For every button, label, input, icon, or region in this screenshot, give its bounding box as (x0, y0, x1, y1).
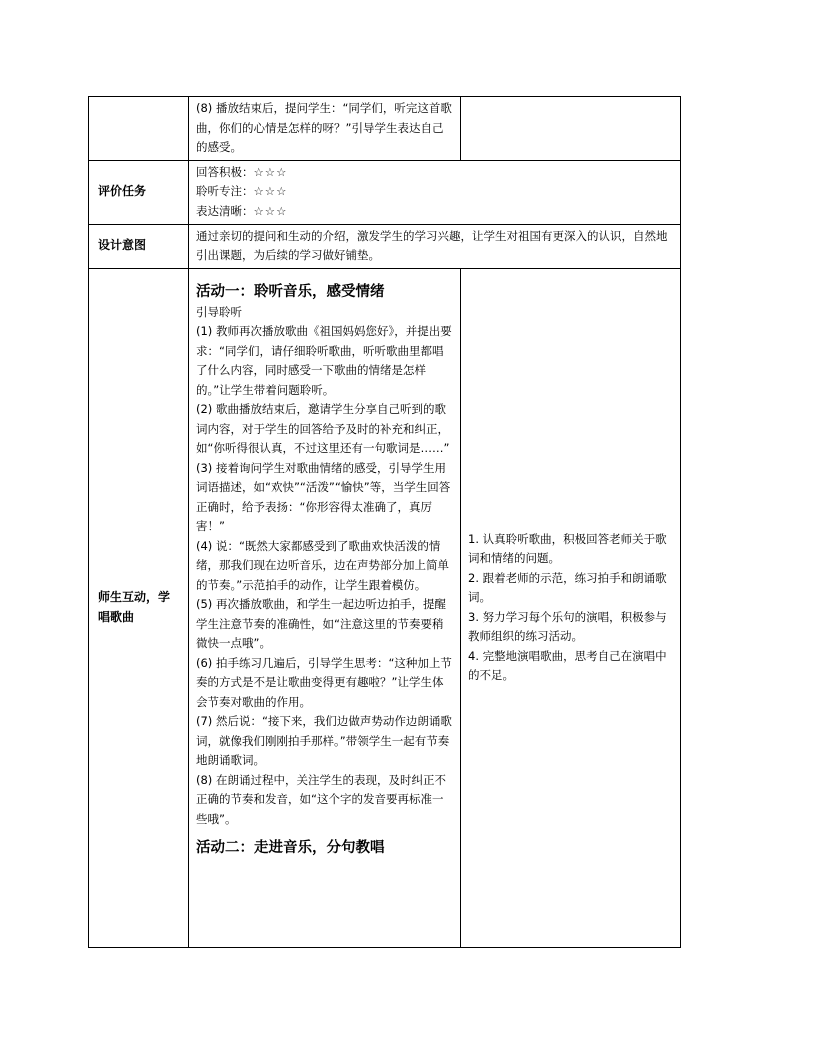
student-activity-cell (461, 268, 681, 947)
row-label-empty (89, 97, 189, 161)
lesson-plan-table (88, 96, 681, 948)
step-text: (5) 再次播放歌曲，和学生一起边听边拍手，提醒学生注意节奏的准确性，如“注意这里的节奏要稍微快一点哦”。 (196, 597, 446, 650)
step-text: (1) 教师再次播放歌曲《祖国妈妈您好》，并提出要求：“同学们，请仔细聆听歌曲，听听歌曲里都唱了什么内容，同时感受一下歌曲的情绪是怎样的。”让学生带着问题聆听。 (196, 324, 452, 397)
evaluation-item (196, 182, 673, 202)
row-label-design-intent: 设计意图 (89, 224, 189, 268)
activity-one-title: 活动一：聆听音乐，感受情绪 (196, 282, 385, 300)
teacher-activity-cell (189, 268, 461, 947)
star-rating: ☆☆☆ (253, 164, 288, 179)
student-item: 1. 认真聆听歌曲，积极回答老师关于歌词和情绪的问题。 (468, 531, 667, 565)
evaluation-item-name: 聆听专注： (196, 184, 254, 198)
student-activity-cell (461, 97, 681, 161)
star-rating: ☆☆☆ (253, 184, 288, 198)
teacher-activity-cell (189, 97, 461, 161)
row-label-evaluation: 评价任务 (89, 160, 189, 224)
step-text: (8) 在朗诵过程中，关注学生的表现，及时纠正不正确的节奏和发音，如“这个字的发音要再标准一些哦”。 (196, 772, 446, 826)
student-item: 3. 努力学习每个乐句的演唱，积极参与教师组织的练习活动。 (468, 609, 667, 643)
evaluation-item (196, 202, 673, 222)
star-rating: ☆☆☆ (253, 203, 288, 218)
step-text: (2) 歌曲播放结束后，邀请学生分享自己听到的歌词内容，对于学生的回答给予及时的补充和纠正，如“你听得很认真，不过这里还有一句歌词是……” (196, 402, 450, 455)
spacer (196, 829, 453, 837)
table-row (89, 224, 681, 268)
evaluation-item (196, 163, 673, 183)
table-row (89, 160, 681, 224)
evaluation-item-name: 回答积极： (196, 164, 254, 179)
step-text: (8) 播放结束后，提问学生：“同学们，听完这首歌曲，你们的心情是怎样的呀？”引导学生表达自己的感受。 (196, 101, 452, 154)
activity-two-title: 活动二：走进音乐，分句教唱 (196, 839, 385, 856)
design-intent-text: 通过亲切的提问和生动的介绍，激发学生的学习兴趣，让学生对祖国有更深入的认识，自然地引出课题，为后续的学习做好铺垫。 (196, 228, 668, 262)
row-label-interaction: 师生互动，学唱歌曲 (89, 268, 189, 947)
evaluation-cell (189, 160, 681, 224)
student-item: 2. 跟着老师的示范，练习拍手和朗诵歌词。 (468, 570, 667, 604)
step-text: (3) 接着询问学生对歌曲情绪的感受，引导学生用词语描述，如“欢快”“活泼”“愉快”等，当学生回答正确时，给予表扬：“你形容得太准确了，真厉害！” (196, 460, 451, 533)
table-row (89, 268, 681, 947)
table-row (89, 97, 681, 161)
step-text: (7) 然后说：“接下来，我们边做声势动作边朗诵歌词，就像我们刚刚拍手那样。”带领学生一起有节奏地朗诵歌词。 (196, 714, 452, 767)
design-intent-cell (189, 224, 681, 268)
guide-subtitle: 引导聆听 (196, 304, 242, 319)
student-item: 4. 完整地演唱歌曲，思考自己在演唱中的不足。 (468, 648, 667, 682)
evaluation-item-name: 表达清晰： (196, 203, 254, 218)
step-text: (4) 说：“既然大家都感受到了歌曲欢快活泼的情绪，那我们现在边听音乐，边在声势部分加上简单的节奏。”示范拍手的动作，让学生跟着模仿。 (196, 538, 449, 592)
step-text: (6) 拍手练习几遍后，引导学生思考：“这种加上节奏的方式是不是让歌曲变得更有趣啦？”让学生体会节奏对歌曲的作用。 (196, 655, 452, 709)
